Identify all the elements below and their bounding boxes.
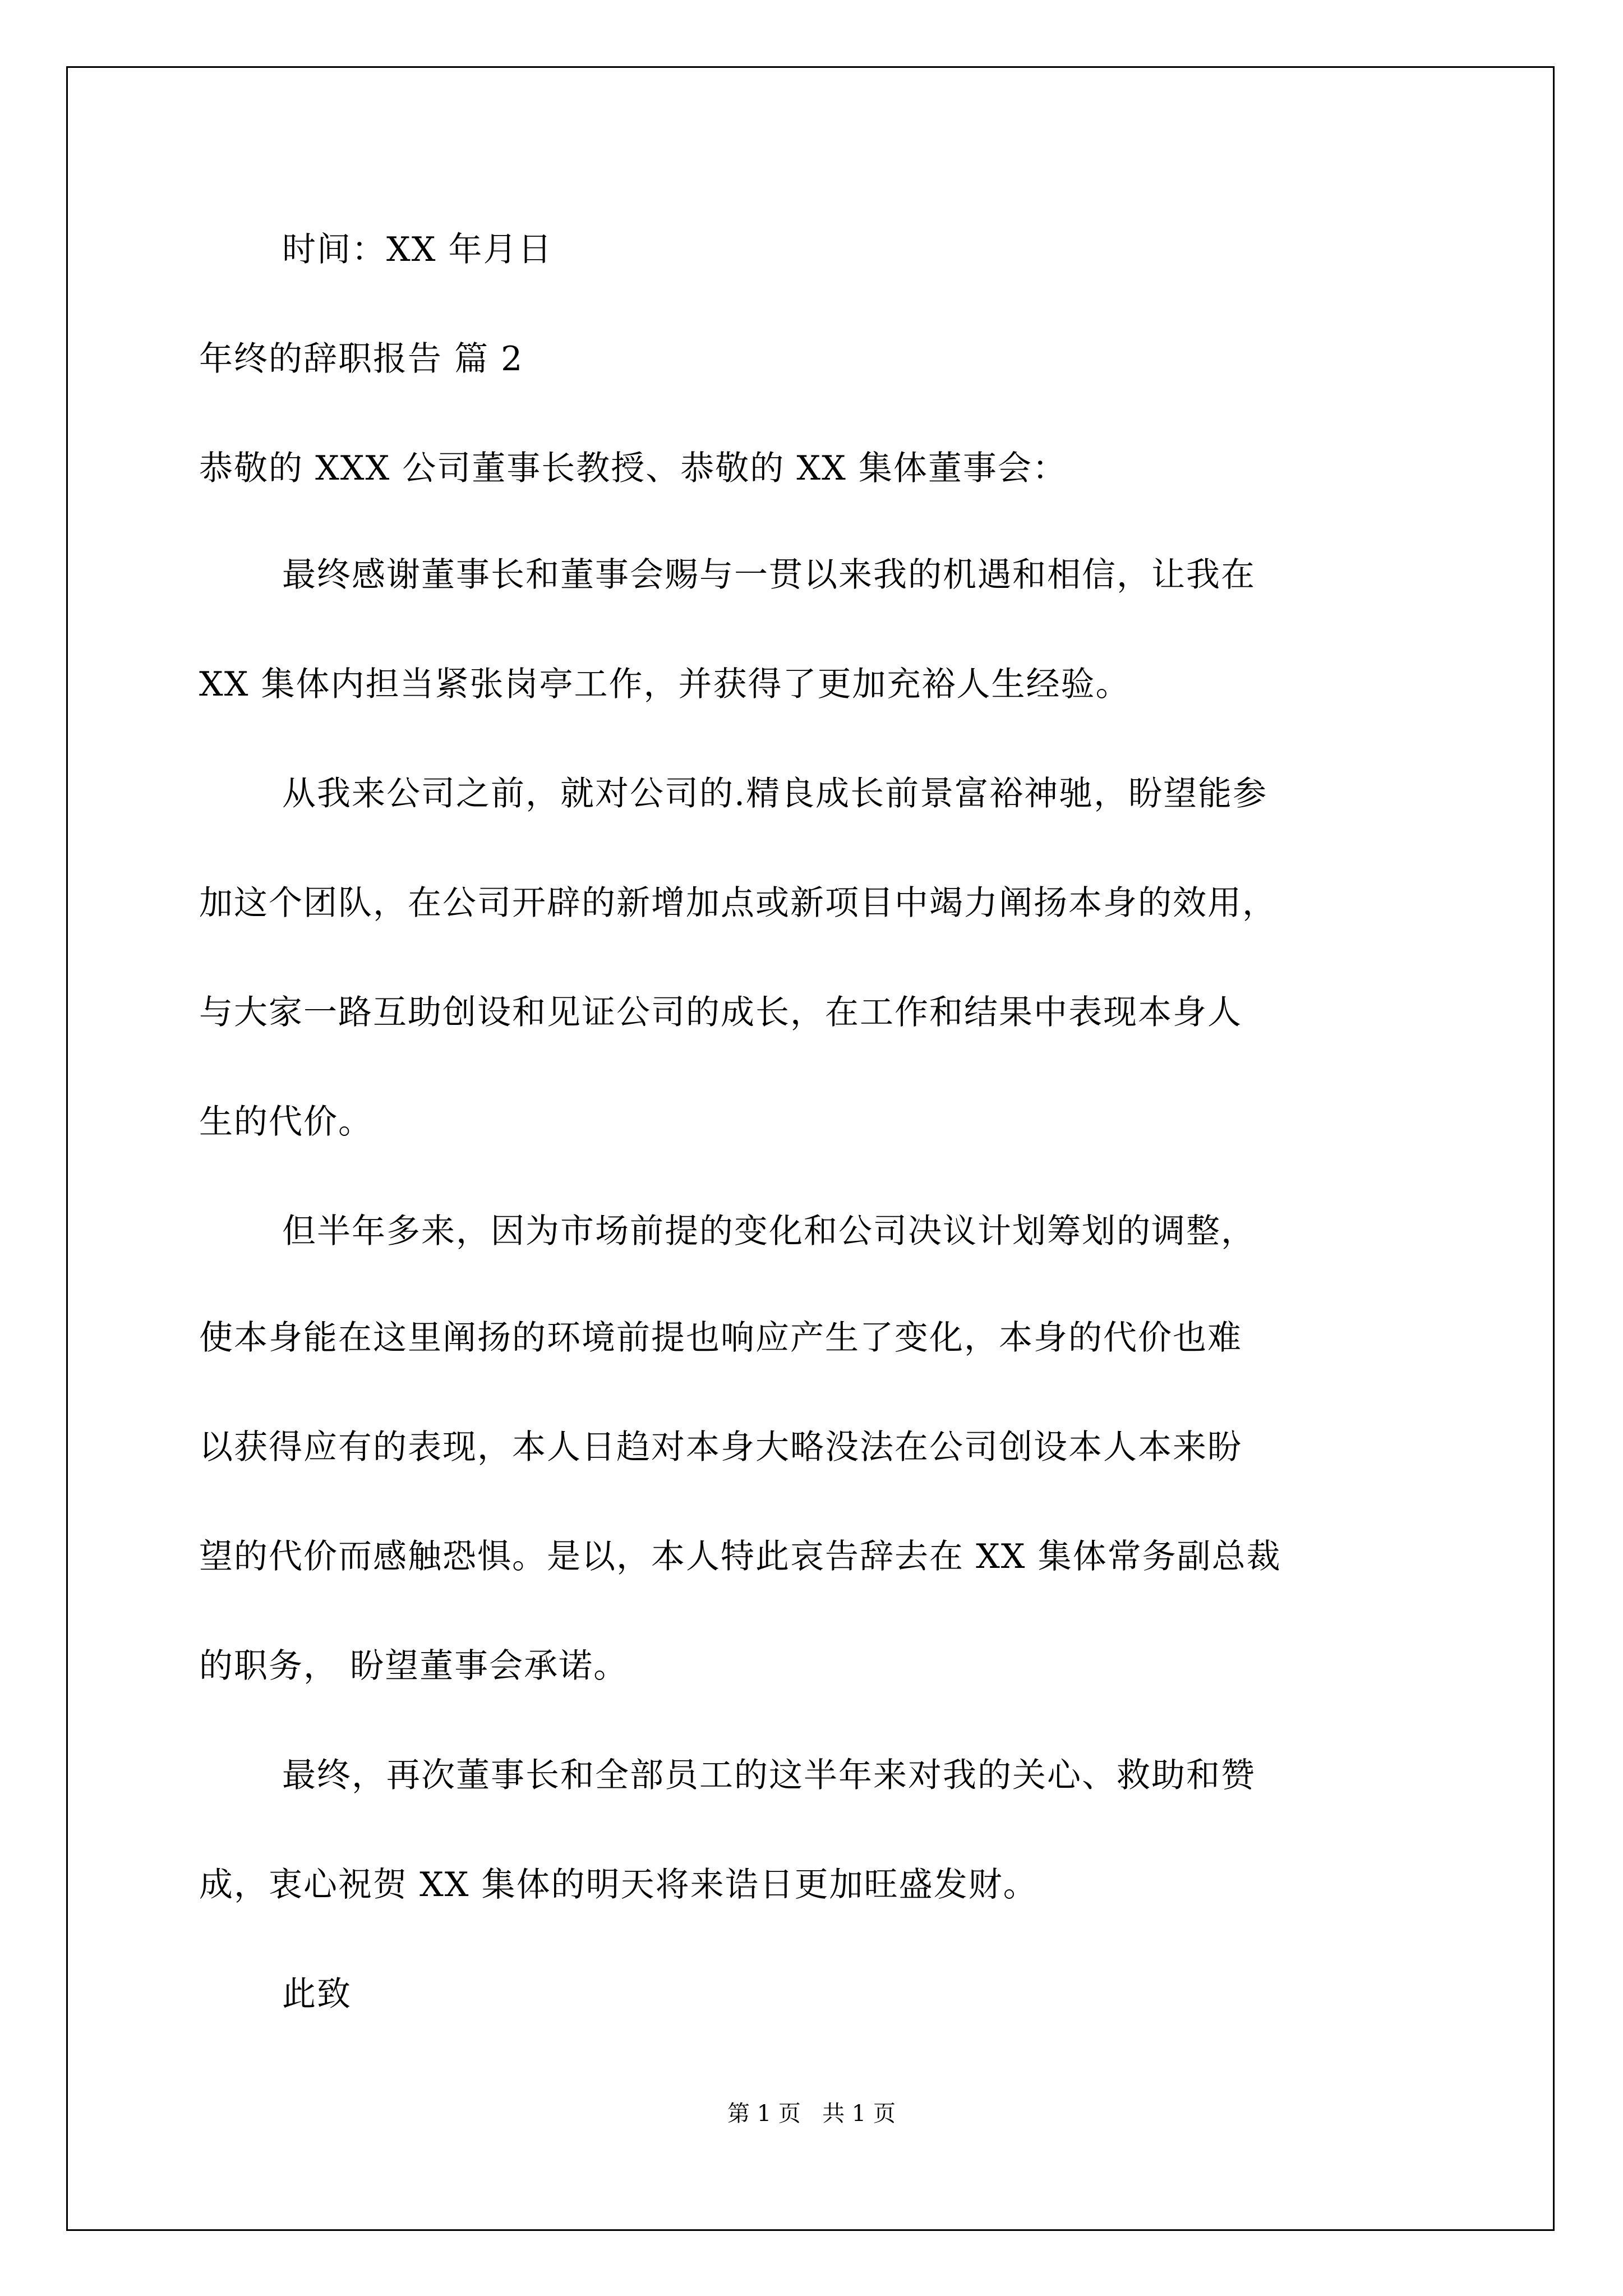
closing: 此致 [282, 1975, 352, 2014]
paragraph-2-line-3: 与大家一路互助创设和见证公司的成长，在工作和结果中表现本身人 [199, 993, 1242, 1032]
salutation: 恭敬的 XXX 公司董事长教授、恭敬的 XX 集体董事会： [199, 449, 1067, 488]
paragraph-1-line-2: XX 集体内担当紧张岗亭工作，并获得了更加充裕人生经验。 [199, 665, 1131, 704]
section-heading: 年终的辞职报告 篇 2 [199, 339, 524, 379]
paragraph-2-line-1: 从我来公司之前，就对公司的.精良成长前景富裕神驰，盼望能参 [282, 774, 1268, 813]
page-indicator: 第 1 页 共 1 页 [727, 2101, 896, 2127]
time-line: 时间：XX 年月日 [282, 230, 553, 269]
paragraph-1-line-1: 最终感谢董事长和董事会赐与一贯以来我的机遇和相信，让我在 [282, 555, 1256, 595]
paragraph-3-line-4: 望的代价而感触恐惧。是以，本人特此哀告辞去在 XX 集体常务副总裁 [199, 1537, 1281, 1576]
paragraph-3-line-5: 的职务， 盼望董事会承诺。 [199, 1646, 629, 1686]
paragraph-3-line-1: 但半年多来，因为市场前提的变化和公司决议计划筹划的调整， [282, 1212, 1256, 1251]
paragraph-4-line-1: 最终，再次董事长和全部员工的这半年来对我的关心、救助和赞 [282, 1756, 1256, 1795]
paragraph-3-line-3: 以获得应有的表现，本人日趋对本身大略没法在公司创设本人本来盼 [199, 1428, 1242, 1467]
paragraph-2-line-4: 生的代价。 [199, 1102, 373, 1142]
paragraph-3-line-2: 使本身能在这里阐扬的环境前提也响应产生了变化，本身的代价也难 [199, 1318, 1242, 1358]
paragraph-2-line-2: 加这个团队，在公司开辟的新增加点或新项目中竭力阐扬本身的效用， [199, 884, 1277, 923]
paragraph-4-line-2: 成，衷心祝贺 XX 集体的明天将来诰日更加旺盛发财。 [199, 1865, 1038, 1904]
